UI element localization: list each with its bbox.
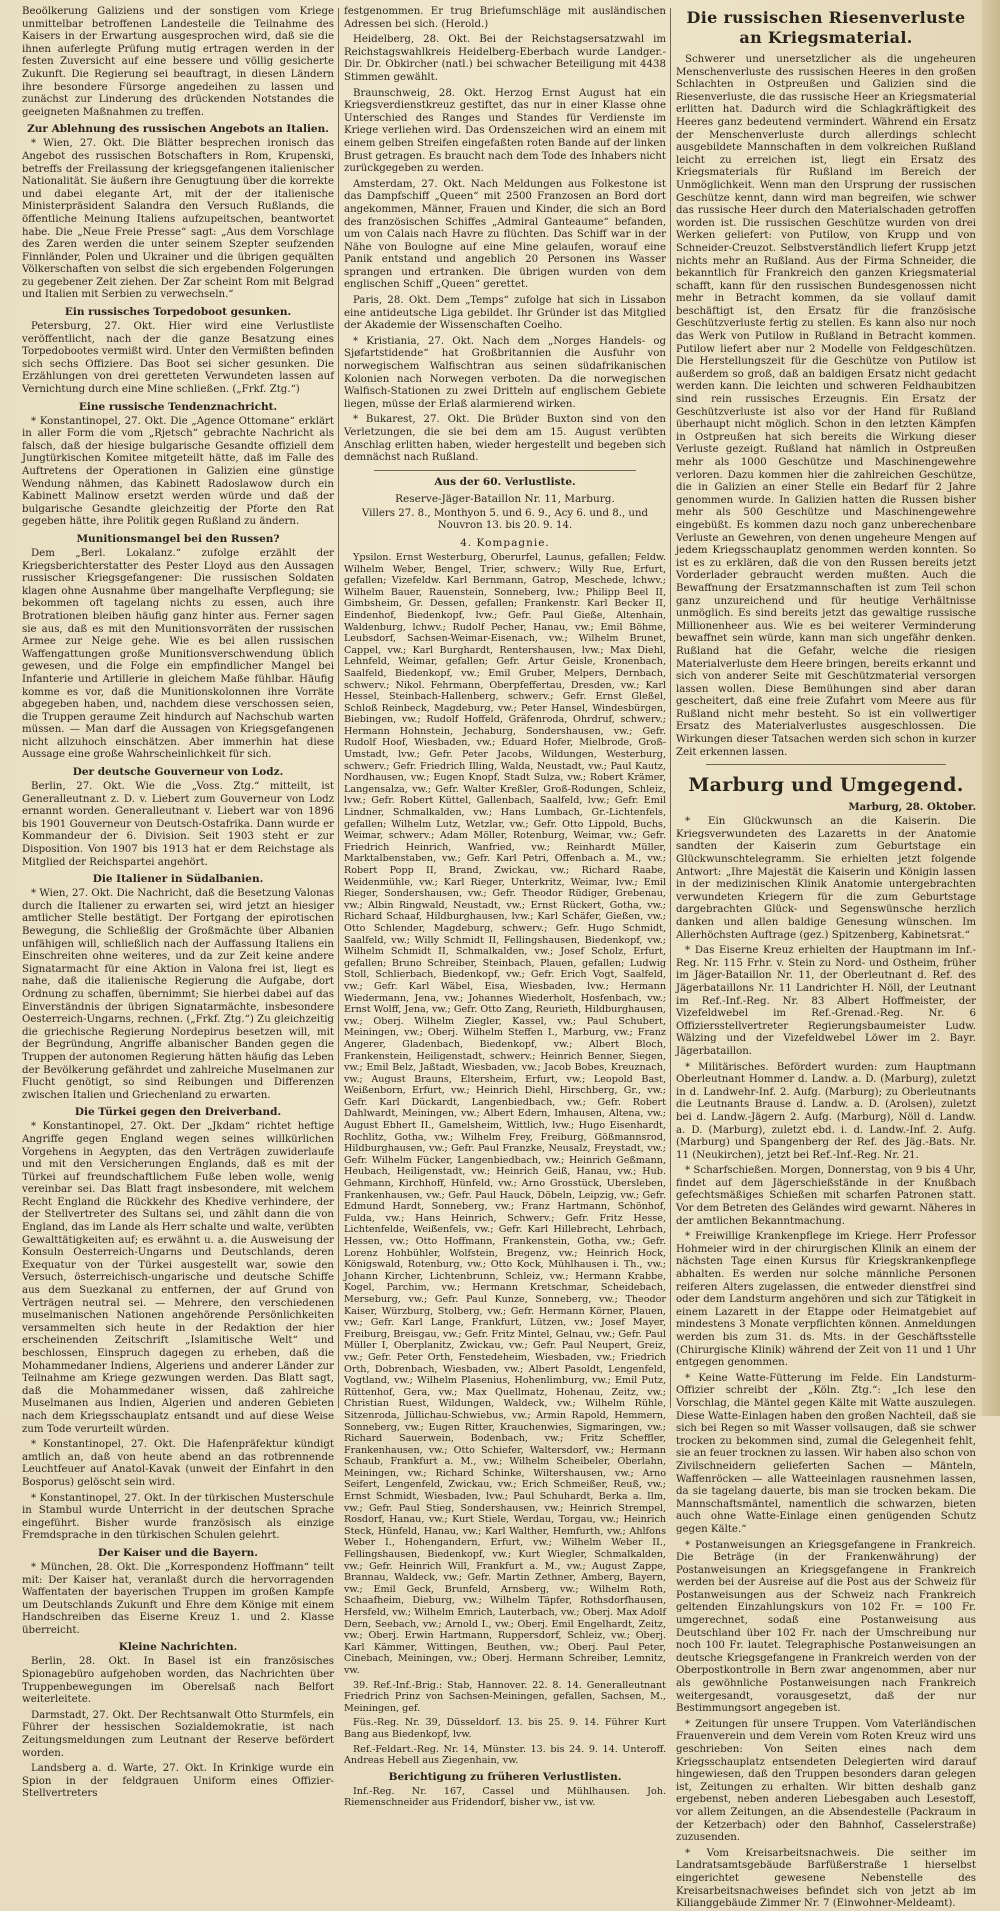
article-konstantinopel-1: * Konstantinopel, 27. Okt. Die „Agence Ottomane“ erklärt in aller Form die vom „Rjetsch“ gebrachte Nachricht als falsch, daß der hiesige bulgarische Gesandte offiziell dem Jungtürkischen Komitee mitgeteilt hätte, daß im Falle des Auftretens der Operationen in Galizien eine günstige Wendung nähmen, das Kabinett Radoslawow durch ein Kabinett Malinow ersetzt werden würde und daß der bulgarische Gesandte gleichzeitig der Pforte den Rat gegeben hätte, ihre Politik gegen Rußland zu ändern. [22, 415, 334, 528]
article-berlin-1: Berlin, 27. Okt. Wie die „Voss. Ztg.“ mitteilt, ist Generalleutnant z. D. v. Liebert zum Gouverneur von Lodz ernannt worden. Generalleutnant v. Liebert war von 1896 bis 1901 Gouverneur von Deutsch-Ostafrika. Dann wurde er Kommandeur der 6. Division. Seit 1903 steht er zur Disposition. Von 1907 bis 1913 hat er dem Reichstage als Mitglied der Reichspartei angehört. [22, 781, 334, 868]
headline-italien: Zur Ablehnung des russischen Angebots an Italien. [27, 123, 329, 136]
article-continuation: festgenommen. Er trug Briefumschläge mit ausländischen Adressen bei sich. (Herold.) [344, 6, 666, 30]
article-zeitungen: * Zeitungen für unsere Truppen. Vom Vaterländischen Frauenverein und dem Verein vom Roten Kreuz wird uns geschrieben: Von Seiten eines nach dem Kriegsschauplatz entsendeten Delegierten wird darauf hingewiesen, daß den Truppen besonders daran gelegen ist, Zeitungen zu erhalten. Wir bitten deshalb ganz ergebenst, neben anderen Liebesgaben auch Lesestoff, vor allem Zeitungen, an die Absendestelle (Packraum in der Ketzerbach) oder den Bahnhof, Casselerstraße) zuzusenden. [676, 1718, 976, 1844]
column-left [22, 6, 334, 1800]
headline-munition: Munitionsmangel bei den Russen? [76, 532, 280, 545]
article-munition: Dem „Berl. Lokalanz.“ zufolge erzählt der Kriegsberichterstatter des Pester Lloyd aus den Aussagen russischer Kriegsgefangener: Die russischen Soldaten klagen ohne Ausnahme über mangelhafte Verpflegung; sie bekommen oft tagelang nichts zu essen, auch ihre Brotrationen bleiben häufig ganz hinter aus. Ferner sagen sie aus, daß es mit den Munitionsvorräten der russischen Armee zur Neige gehe. Wie es bei allen russischen Waffengattungen große Munitionsverschwendung üblich gewesen, und die Folge ein empfindlicher Mangel bei Infanterie und Artillerie in gleichem Maße fühlbar. Häufig komme es vor, daß die Munitionskolonnen ihre Vorräte abgegeben haben, und, nachdem diese verschossen seien, die Truppen geraume Zeit hindurch auf Nachschub warten müssen. — Man darf die Aussagen von Kriegsgefangenen nicht allzuhoch einschätzen. Aber immerhin hat diese Aussage eine große Wahrscheinlichkeit für sich. [22, 547, 334, 761]
article-wien: * Wien, 27. Okt. Die Blätter besprechen ironisch das Angebot des russischen Botschafters in Rom, Krupenski, betreffs der Freilassung der kriegsgefangenen italienischer Nationalität. Sie äußern ihre Genugtuung über die korrekte und dabei elegante Art, mit der der italienische Ministerpräsident Salandra den Versuch Rußlands, die öffentliche Meinung Italiens aufzupeitschen, beantwortet habe. Die „Neue Freie Presse“ sagt: „Aus dem Vorschlage des Zaren werden die unter seinem Szepter seufzenden Finnländer, Polen und Ukrainer und die übrigen gequälten Völkerschaften von selbst die sich ergebenden Folgerungen zu gegebener Zeit ziehen. Der Zar scheint Rom mit Belgrad und Italien mit Serbien zu verwechseln.“ [22, 138, 334, 301]
column-middle [344, 6, 666, 1809]
headline-torpedoboot: Ein russisches Torpedoboot gesunken. [64, 306, 292, 319]
article-kriegsmaterial: Schwerer und unersetzlicher als die ungeheuren Menschenverluste des russischen Heeres in den großen Schlachten in Ostpreußen und Galizien sind die Riesenverluste, die das russische Heer an Kriegsmaterial erlitten hat. Dadurch wird die Schlagkräftigkeit des Heeres ganz bedeutend vermindert. Während ein Ersatz der Menschenverluste durch allerdings schlecht ausgebildete Mannschaften in dem volkreichen Rußland leicht zu erreichen ist, liegt ein Ersatz des Kriegsmaterials für Rußland im Bereich der Unmöglichkeit. Wenn man den Ursprung der russischen Geschütze kennt, dann wird man begreifen, wie schwer das russische Heer durch den Materialschaden getroffen worden ist. Die russischen Geschütze wurden von drei Werken geliefert: von Putilow, von Krupp und von Schneider-Creuzot. Selbstverständlich liefert Krupp jetzt nichts mehr an Rußland. Aus der Firma Schneider, die bekanntlich für Frankreich den ganzen Kriegsmaterial schafft, kann für den russischen Bundesgenossen nicht mehr in Betracht kommen, da sie vollauf damit beschäftigt ist, den Ersatz für die französische Geschützverluste fertig zu stellen. Es kann also nur noch das Werk von Putilow in Rußland in Betracht kommen. Putilow liefert aber nur 2 Modelle von Feldgeschützen. Die Herstellungszeit für die Geschütze von Putilow ist außerdem so groß, daß an baldigen Ersatz nicht gedacht werden kann. Die leichten und schweren Feldhaubitzen sind rein russisches Erzeugnis. Ein Ersatz der Geschützverluste ist also vor der Hand für Rußland überhaupt nicht möglich. Schon in den letzten Kämpfen in Ostpreußen hat sich bereits die Wirkung dieser Verluste gezeigt. Rußland hat nämlich in Ostpreußen mehr als 1000 Geschütze und Maschinengewehre verloren. Dazu kommen hier die zahlreichen Geschütze, die in Galizien an einer Stelle ein Bedarf für 2 Jahre genommen wurde. In Galizien hatten die Russen bisher mehr als 500 Geschütze und Maschinengewehre eingebüßt. Es kommen dazu noch ganz unberechenbare Verluste an Gewehren, von denen ungeheure Mengen auf jedem Kriegsschauplatz genommen werden konnten. So ist es zu erklären, daß die von den Russen bereits jetzt Vorderlader gebraucht werden mußten. Auch die Bewaffnung der Ersatzmannschaften ist zum Teil schon ganz unzureichend und für heutige Verhältnisse unmöglich. Es sind bereits jetzt das gewaltige russische Millionenheer aus. Wie es bei weiterer Verminderung bewaffnet sein würde, kann man sich ungefähr denken. Rußland hat die Gefahr, welche die riesigen Materialverluste dem Heere bringen, bereits erkannt und sich von anderer Seite mit Geschützmaterial versorgen lassen wollen. Diese Bemühungen sind aber daran gescheitert, daß eine freie Zufahrt vom Meere aus für Rußland nicht mehr besteht. So ist ein vollwertiger Ersatz des Materialverlustes ausgeschlossen. Die Wirkungen dieser Tatsachen werden sich schon in kurzer Zeit erkennen lassen. [676, 54, 976, 758]
article-postanweisungen: * Postanweisungen an Kriegsgefangene in Frankreich. Die Beträge (in der Frankenwährung) der Postanweisungen an Kriegsgefangene in Frankreich werden bei der Ausreise auf die Post aus der Schweiz für Postanweisungen aus der Schweiz nach Frankreich geltenden Einzahlungskurs von 102 Fr. = 100 Fr. umgerechnet, sodaß eine Postanweisung aus Deutschland über 102 Fr. nach der Umschreibung nur noch 100 Fr. lautet. Telegraphische Postanweisungen an deutsche Kriegsgefangene in Frankreich werden von der Oberpostkontrolle in Bern zwar angenommen, aber nur als gewöhnliche Postanweisungen nach Frankreich weitergesandt, vorausgesetzt, daß der nur Bestimmungsort angegeben ist. [676, 1539, 976, 1715]
article-amsterdam: Amsterdam, 27. Okt. Nach Meldungen aus Folkestone ist das Dampfschiff „Queen“ mit 2500 Franzosen an Bord dort angekommen, Männer, Frauen und Kinder, die sich an Bord des französischen Schiffes „Admiral Ganteaume“ befanden, um von Calais nach Havre zu flüchten. Das Schiff war in der Nähe von Boulogne auf eine Mine gelaufen, worauf eine Panik entstand und angeblich 20 Personen ins Wasser sprangen und ertranken. Die übrigen wurden von dem englischen Schiff „Queen“ gerettet. [344, 178, 666, 291]
article-paris: Paris, 28. Okt. Dem „Temps“ zufolge hat sich in Lissabon eine antideutsche Liga gebildet. Ihr Gründer ist das Mitglied der Akademie der Wissenschaften Coelho. [344, 295, 666, 332]
headline-marburg: Marburg und Umgegend. [688, 774, 964, 797]
article-kristiania: * Kristiania, 27. Okt. Nach dem „Norges Handels- og Sjøfartstidende“ hat Großbritannien die Ausfuhr von norwegischem Walfischtran aus seinen südafrikanischen Kolonien nach Norwegen verboten. Da die norwegischen Walfisch-Stationen zu zwei Dritteln auf englischem Gebiete liegen, müsse der Erlaß alarmierend wirken. [344, 335, 666, 410]
entry-39-brigade: 39. Ref.-Inf.-Brig.: Stab, Hannover. 22. 8. 14. Generalleutnant Friedrich Prinz von Sachsen-Meiningen, gefallen, Sachsen, M., Meiningen, gef. [344, 1679, 666, 1714]
subhead-bataillon: Reserve-Jäger-Bataillon Nr. 11, Marburg. [395, 492, 615, 505]
headline-suedalbanien: Die Italiener in Südalbanien. [92, 873, 264, 886]
column-right [676, 6, 976, 1910]
article-braunschweig: Braunschweig, 28. Okt. Herzog Ernst August hat ein Kriegsverdienstkreuz gestiftet, das nur in einer Klasse ohne Unterschied des Ranges und Standes für Verdienste im Kriege verliehen wird. Das Ordenszeichen wird an einem mit einem gelben Streifen eingefaßten roten Bande auf der linken Brust getragen. Es braucht nach dem Tode des Inhabers nicht zurückgegeben zu werden. [344, 87, 666, 175]
casualty-list-text: Ypsilon. Ernst Westerburg, Oberurfel, Launus, gefallen; Feldw. Wilhelm Weber, Bengel, Trier, schwerv.; Willy Rue, Erfurt, gefallen; Vizefeldw. Karl Bernmann, Gatrop, Meschede, lchwv.; Wilhelm Bauer, Rauenstein, Sonneberg, lvw.; Philipp Beel II, Gimbsheim, Gr. Dessen, gefallen; Frankenstr. Karl Becker II, Eindenhof, Biedenkopf, lvw.; Gefr. Paul Gieße, Altenhain, Waldenburg, lchwv.; Rudolf Pecher, Hanau, vw.; Emil Böhme, Leubsdorf, Sachsen-Weimar-Eisenach, vw.; Wilhelm Brunet, Cappel, vw.; Karl Burghardt, Rentershausen, lvw.; Max Diehl, Lehnfeld, Weimar, gefallen; Gefr. Artur Geisle, Kronenbach, Saalfeld, Biedenkopf, vw.; Emil Gruber, Melpers, Dernbach, schwerv.; Nikol. Fehrmann, Oberpfeffertau, Dresden, vw.; Karl Hessel, Steinbach-Hallenberg, schwerv.; Gefr. Ernst Gleßel, Schloß Reinbeck, Magdeburg, vw.; Peter Hansel, Windesbürgen, Biebingen, vw.; Rudolf Hoffeld, Gräfenroda, Ohrdruf, schwerv.; Hermann Hohnstein, Jechaburg, Sondershausen, vw.; Gefr. Rudolf Hoof, Wiesbaden, vw.; Eduard Hofer, Mielbrode, Groß-Umstadt, lvw.; Gefr. Peter Jacobs, Wildungen, Westerburg, schwerv.; Gefr. Friedrich Illing, Walda, Neustadt, vw.; Paul Kautz, Nordhausen, vw.; Eugen Knopf, Stadt Sulza, vw.; Robert Krämer, Langensalza, vw.; Gefr. Walter Kreßler, Groß-Rodungen, Schleiz, lvw.; Gefr. Robert Küttel, Gallenbach, Saalfeld, lvw.; Gefr. Emil Lindner, Schmalkalden, vw.; Hans Lumbach, Gr.-Lichtenfels, gefallen; Wilhelm Lutz, Wetzlar, vw.; Gefr. Otto Lippold, Buchs, Weimar, schwerv.; Adam Möller, Rotenburg, Weimar, vw.; Gefr. Friedrich Heinrich, Wanfried, vw.; Reinhardt Müller, Marktalbenstaben, vw.; Gefr. Karl Petri, Offenbach a. M., vw.; Robert Popp II, Brand, Zwickau, vw.; Richard Raabe, Weidenmühle, vw.; Karl Rieger, Unterkritz, Weimar, lvw.; Emil Rieger, Sondershausen, vw.; Gefr. Theodor Rüdiger, Grebenau, vw.; Albin Ringwald, Neustadt, vw.; Ernst Rückert, Gotha, vw.; Richard Schaaf, Hildburghausen, lvw.; Karl Schäfer, Gießen, vw.; Otto Schlender, Magdeburg, schwerv.; Gefr. Hugo Schmidt, Saalfeld, vw.; Willy Schmidt II, Fellingshausen, Biedenkopf, vw.; Wilhelm Schmidt II, Schmalkalden, vw.; Josef Scholz, Erfurt, gefallen; Bruno Schreiber, Steinbach, Plauen, gefallen; Ludwig Stoll, Schlierbach, Biedenkopf, vw.; Gefr. Erich Vogt, Saalfeld, vw.; Gefr. Karl Wäbel, Eisa, Wiesbaden, lvw.; Hermann Wiedermann, Jena, vw.; Johannes Wiederholt, Hosfenbach, vw.; Ernst Wolff, Jena, vw.; Gefr. Otto Zang, Reurieth, Hildburghausen, vw.; Oberj. Wilhelm Ziegler, Kassel, vw.; Paul Schubert, Meiningen, vw.; Oberj. Wilhelm Steffen I., Marburg, vw.; Franz Angerer, Gladenbach, Biedenkopf, vw.; Albert Bloch, Frankenstein, Heiligenstadt, schwerv.; Heinrich Benner, Siegen, vw.; Emil Belz, Jaßtadt, Wiesbaden, vw.; Jacob Bobes, Kreuznach, vw.; August Brauns, Eltersheim, Erfurt, vw.; Leopold Bast, Weißenborn, Erfurt, vw.; Heinrich Diehl, Hirschberg, Gr., vw.; Gefr. Karl Dückardt, Langenbiedbach, vw.; Gefr. Robert Dahlwardt, Meiningen, vw.; Albert Edern, Imhausen, Altena, vw.; August Ebhert II., Gamelsheim, Wittlich, lvw.; Hugo Eisenhardt, Rochlitz, Gotha, vw.; Wilhelm Frey, Freiburg, Gößmannsrod, Hildburghausen, vw.; Gefr. Paul Franzke, Neusalz, Freystadt, vw.; Gefr. Wilhelm Fücker, Langenbiedbach, vw.; Heinrich Geßmann, Heubach, Heiligenstadt, vw.; Heinrich Geiß, Hanau, vw.; Hub. Gehmann, Kirchhoff, Hünfeld, vw.; Arno Grosstück, Ubersleben, Frankenhausen, vw.; Gefr. Paul Hauck, Döbeln, Leipzig, vw.; Gefr. Edmund Hardt, Sonneberg, vw.; Franz Hartmann, Schönhof, Fulda, vw.; Hans Heinrich, Schwerv.; Gefr. Fritz Hesse, Lichtenfelde, Weißenfels, vw.; Gefr. Karl Hillebrecht, Lehrbach, Hessen, vw.; Otto Hoffmann, Frankenstein, Gotha, vw.; Gefr. Lorenz Hohbühler, Wolfstein, Bregenz, vw.; Heinrich Hock, Königswald, Rotenburg, vw.; Otto Kock, Mühlhausen i. Th., vw.; Johann Kircher, Lichtenbrunn, Schleiz, vw.; Hermann Krabbe, Kogel, Parchim, vw.; Hermann Kretschmar, Scheidebach, Merseburg, vw.; Gefr. Paul Kunze, Sonneberg, vw.; Theodor Kaiser, Würzburg, Stolberg, vw.; Gefr. Hermann Körner, Plauen, vw.; Gefr. Karl Lange, Frankfurt, Lützen, vw.; Josef Mayer, Freiburg, Breisgau, vw.; Gefr. Fritz Mintel, Gelnau, vw.; Gefr. Paul Müller I, Oberplanitz, Zwickau, vw.; Gefr. Paul Neupert, Greiz, vw.; Gefr. Peter Orth, Fenstedeheim, Wiesbaden, vw.; Friedrich Orth, Dobrenbach, Wiesbaden, vw.; Albert Pasoldt, Lengenfeld, Vogtland, vw.; Wilhelm Plasenius, Hohenlimburg, vw.; Emil Putz, Rüttenhof, Gera, vw.; Max Quellmatz, Hohenau, Zeitz, vw.; Christian Ruest, Wildungen, Waldeck, vw.; Wilhelm Rühle, Sitzenroda, Jüllichau-Schwiebus, vw.; Armin Rapold, Hemmern, Sonneberg, vw.; Eugen Ritter, Krauchenwies, Sigmaringen, vw.; Richard Sauerwein, Bodenbach, vw.; Fritz Scheffler, Frankenhausen, vw.; Otto Schiefer, Waltersdorf, vw.; Hermann Schaub, Frankfurt a. M., vw.; Wilhelm Scheibeler, Oberlahn, Meiningen, vw.; Richard Schinke, Wiltershausen, vw.; Arno Seifert, Lengenfeld, Zwickau, vw.; Erich Schmeißer, Reuß, vw.; Ernst Schmidt, Wiesbaden, lvw.; Paul Schuhardt, Berka a. Ilm, vw.; Gefr. Paul Stieg, Sondershausen, vw.; Heinrich Strempel, Rosdorf, Hanau, vw.; Kurt Stiele, Werdau, Torgau, vw.; Heinrich Steck, Hünfeld, Hanau, vw.; Karl Walther, Hemfurth, vw.; Ahlfons Weber I., Hohengandern, Erfurt, vw.; Wilhelm Weber II., Fellingshausen, Biedenkopf, vw.; Kurt Wiegler, Schmalkalden, vw.; Gefr. Heinrich Will, Frankfurt a. M., vw.; August Zappe, Brannau, Waldeck, vw.; Gefr. Martin Zethner, Amberg, Bayern, vw.; Emil Geck, Brunfeld, Arnsberg, vw.; Wilhelm Roth, Schaafheim, Dieburg, vw.; Wilhelm Täpfer, Rothsdorfhausen, Hersfeld, vw.; Wilhelm Emrich, Lauterbach, vw.; Oberj. Max Adolf Dern, Seebach, vw.; Arnold I., vw.; Oberj. Emil Engelhardt, Zeitz, vw.; Oberj. Erwin Hartmann, Ruppersdorf, Schleiz, vw.; Oberj. Karl Kämmer, Wittingen, Beuthen, vw.; Oberj. Paul Peter, Cinebach, Meiningen, vw.; Oberj. Hermann Schreiber, Lemnitz, vw. [344, 551, 666, 1676]
headline-dreiverband: Die Türkei gegen den Dreiverband. [74, 1106, 282, 1119]
section-divider [706, 764, 946, 765]
article-darmstadt: Darmstadt, 27. Okt. Der Rechtsanwalt Otto Sturmfels, ein Führer der hessischen Sozialdemokratie, ist nach Zeitungsmeldungen zum Leutnant der Reserve befördert worden. [22, 1709, 334, 1759]
article-eisernes-kreuz: * Das Eiserne Kreuz erhielten der Hauptmann im Inf.-Reg. Nr. 115 Frhr. v. Stein zu Nord- und Ostheim, früher im Jäger-Bataillon Nr. 11, der Oberleutnant d. Ref. des Jägerbataillons Nr. 11 Landrichter H. Nöll, der Leutnant im Ref.-Inf.-Reg. Nr. 83 Albert Hoffmeister, der Vizefeldwebel im Ref.-Grenad.-Reg. Nr. 6 Offiziersstellvertreter Regierungsbaumeister Ludw. Wälzing und der Vizefeldwebel Löwer im 2. Bayr. Jägerbataillon. [676, 945, 976, 1057]
article-watte: * Keine Watte-Fütterung im Felde. Ein Landsturm-Offizier schreibt der „Köln. Ztg.“: „Ich lese den Vorschlag, die Mäntel gegen Kälte mit Watte auszulegen. Diese Watte-Einlagen haben den großen Nachteil, daß sie sich bei Regen so mit Wasser vollsaugen, daß sie schwer trocken zu bekommen sind, zumal die Gelegenheit fehlt, sie an feuer trocknen zu lassen. Wir haben also schon von Zivilschneidern gelieferten Sachen — Mänteln, Waffenröcken — alle Watteeinlagen rausnehmen lassen, da sie tagelang dauerte, bis man sie trocken bekam. Die Mannschaftsmäntel, namentlich die schwarzen, bieten auch ohne Watte-Einlage einen genügenden Schutz gegen Kälte.“ [676, 1372, 976, 1535]
entry-feldartillerie: Ref.-Feldart.-Reg. Nr. 14, Münster. 13. bis 24. 9. 14. Unteroff. Andreas Hebell aus Ziegenhain, vw. [344, 1743, 666, 1767]
headline-gouverneur: Der deutsche Gouverneur von Lodz. [72, 766, 284, 779]
headline-tendenz: Eine russische Tendenznachricht. [78, 400, 278, 413]
entry-infanterie-regiment: Inf.-Reg. Nr. 167, Cassel und Mühlhausen. Joh. Riemenschneider aus Fridendorf, bisher vw., ist vw. [344, 1785, 666, 1809]
headline-kleine-nachrichten: Kleine Nachrichten. [118, 1641, 238, 1654]
page-edge [982, 0, 1000, 1416]
article-konstantinopel-2: * Konstantinopel, 27. Okt. Der „Jkdam“ richtet heftige Angriffe gegen England wegen seines willkürlichen Vorgehens in Aegypten, das den Verträgen zuwiderlaufe und mit den Versicherungen Englands, daß es mit der Türkei auf freundschaftlichem Fuße leben wolle, wenig vereinbar sei. Das Blatt fragt insbesondere, mit welchem Recht England die Rückkehr des Khedive verhindere, der der Stellvertreter des Sultans sei, und zählt dann die von England, das im Lande als Herr schalte und walte, verübten Gewalttätigkeiten auf; es erwähnt u. a. die Ausweisung der Konsuln Oesterreich-Ungarns und Deutschlands, deren Exequatur von der Türkei ausgestellt war, sowie den Versuch, österreichisch-ungarische und deutsche Schiffe aus dem Suezkanal zu entfernen, der auf Grund von Verträgen neutral sei. — Mehrere, den verschiedenen muselmanischen Nationen angehörende Persönlichkeiten versammelten sich heute in der Redaktion der hier erscheinenden Zeitschrift „Islamitische Welt“ und beschlossen, Einspruch dagegen zu erheben, daß die Mohammedaner Indiens, Algeriens und anderer Länder zur Teilnahme am Kriege gezwungen werden. Das Blatt sagt, daß die Mohammedaner wissen, daß zahlreiche Muselmanen aus Indien, Algerien und anderen Gebieten nach dem Kriegsschauplatz entsandt und auf diese Weise zum Tode verurteilt würden. [22, 1121, 334, 1435]
article-landsberg: Landsberg a. d. Warte, 27. Okt. In Krinkige wurde ein Spion in der feldgrauen Uniform eines Offizier-Stellvertreters [22, 1763, 334, 1800]
headline-kaiser: Der Kaiser und die Bayern. [98, 1546, 258, 1559]
headline-verlustliste: Aus der 60. Verlustliste. [434, 475, 576, 488]
column-rule [670, 8, 671, 1408]
article-scharfschiessen: * Scharfschießen. Morgen, Donnerstag, von 9 bis 4 Uhr, findet auf dem Jägerschießstände in der Knußbach gefechtsmäßiges Schießen mit scharfen Patronen statt. Vor dem Betreten des Geländes wird gewarnt. Näheres in der amtlichen Bekanntmachung. [676, 1165, 976, 1227]
article-glueckwunsch: * Ein Glückwunsch an die Kaiserin. Die Kriegsverwundeten des Lazaretts in der Anatomie sandten der Kaiserin zum Geburtstage ein Glückwunschtelegramm. Sie erhielten jetzt folgende Antwort: „Ihre Majestät die Kaiserin und Königin lassen in der medizinischen Klinik Anatomie untergebrachten verwundeten Kriegern für die zum Geburtstage dargebrachten Glück- und Segenswünsche herzlich danken und allen baldige Genesung wünschen. Im Allerhöchsten Auftrage (gez.) Spitzenberg, Kabinetsrat.“ [676, 816, 976, 941]
headline-berichtigung: Berichtigung zu früheren Verlustlisten. [388, 1770, 622, 1783]
article-militaerisches: * Militärisches. Befördert wurden: zum Hauptmann Oberleutnant Hommer d. Landw. a. D. (Marburg), zuletzt in d. Landwehr-Inf. 2. Aufg. (Marburg); zu Oberleutnants die Leutnants Brause d. Landw. a. D. (Arolsen), zuletzt bei d. Landw.-Jägern 2. Aufg. (Marburg), Nöll d. Landw. a. D. (Marburg), zuletzt ebd. i. d. Landw.-Inf. 2. Aufg. (Marburg) und Spangenberg der Ref. des Jäg.-Bats. Nr. 11 (Neukirchen), jetzt bei Ref.-Inf.-Reg. Nr. 21. [676, 1061, 976, 1161]
subhead-kompagnie: 4. Kompagnie. [460, 536, 550, 549]
article-kreisarbeitsnachweis: * Vom Kreisarbeitsnachweis. Die seither im Landratsamtsgebäude Barfüßerstraße 1 hierselbst eingerichtet gewesene Nebenstelle des Kreisarbeitsnachweises befindet sich von jetzt ab im Kilianggebäude Zimmer Nr. 7 (Einwohner-Meldeamt). [676, 1847, 976, 1910]
article-konstantinopel-4: * Konstantinopel, 27. Okt. In der türkischen Musterschule in Stambul wurde Unterricht in der deutschen Sprache eingeführt. Bisher wurde französisch als einzige Fremdsprache in den türkischen Schulen gelehrt. [22, 1492, 334, 1542]
article-muenchen: * München, 28. Okt. Die „Korrespondenz Hoffmann“ teilt mit: Der Kaiser hat, veranlaßt durch die hervorragenden Waffentaten der bayerischen Truppen im großen Kampfe um Deutschlands Zukunft und Ehre dem Könige mit einem Handschreiben das Eiserne Kreuz 1. und 2. Klasse überreicht. [22, 1561, 334, 1636]
section-divider [374, 470, 636, 471]
entry-fuesilier-regiment: Füs.-Reg. Nr. 39, Düsseldorf. 13. bis 25. 9. 14. Führer Kurt Bang aus Biedenkopf, lvw. [344, 1717, 666, 1740]
article-intro: Beoölkerung Galiziens und der sonstigen vom Kriege unmittelbar betroffenen Landesteile die Teilnahme des Kaisers in der Erwartung ausgesprochen wird, daß sie die ihnen auferlegte Prüfung mutig ertragen werden in der festen Zuversicht auf eine bessere und völlig gesicherte Zukunft. Die Regierung sei beauftragt, in diesen Ländern ihre besondere Fürsorge angedeihen zu lassen und zunächst zur Linderung des drückenden Notstandes die geeigneten Maßnahmen zu treffen. [22, 6, 334, 118]
dateline: Marburg, 28. Oktober. [848, 801, 976, 814]
column-rule [338, 8, 339, 1408]
article-albanien: * Wien, 27. Okt. Die Nachricht, daß die Besetzung Valonas durch die Italiener zu erwarten sei, wird jetzt an hiesiger amtlicher Stelle bestätigt. Der Fortgang der epirotischen Bewegung, die Schließlig der Großmächte über Albanien unfähigen will, schließlich nach der Auffassung Italiens ein Einschreiten ohne weiteres, und da zur Zeit keine andere Signatarmacht für eine Aktion in Valona frei ist, liegt es nahe, daß die italienische Regierung die Aufgabe, dort Ordnung zu schaffen, übernimmt; Sie hierbei dabei auf das Einverständnis der übrigen Signatarmächte, insbesondere Oesterreich-Ungarns, rechnen. („Frkf. Ztg.“) Zu gleichzeitig die griechische Regierung Nordepirus besetzen will, mit der Begründung, Angriffe albanischer Banden gegen die Truppen der autonomen Regierung hätten häufig das Leben der Bevölkerung gefährdet und zahlreiche Muselmanen zur Flucht genötigt, so sind Reibungen und Differenzen zwischen Italien und Griechenland zu erwarten. [22, 888, 334, 1101]
article-heidelberg: Heidelberg, 28. Okt. Bei der Reichstagsersatzwahl im Reichstagswahlkreis Heidelberg-Eberbach wurde Landger.-Dir. Dr. Obkircher (natl.) bei schwacher Beteiligung mit 4438 Stimmen gewählt. [344, 34, 666, 83]
headline-riesenverluste: Die russischen Riesenverluste an Kriegsmaterial. [686, 8, 966, 47]
article-petersburg: Petersburg, 27. Okt. Hier wird eine Verlustliste veröffentlicht, nach der die ganze Besatzung eines Torpedobootes vermißt wird. Unter den Vermißten befinden sich sechs Offiziere. Das Boot sei sicher gesunken. Die Erzählungen von drei geretteten Verwundeten lassen auf Vernichtung durch eine Mine schließen. („Frkf. Ztg.“) [22, 321, 334, 396]
battle-dates: Villers 27. 8., Monthyon 5. und 6. 9., Acy 6. und 8., und Nouvron 13. bis 20. 9. 14. [361, 507, 649, 532]
casualty-list [344, 552, 666, 1809]
article-krankenpflege: * Freiwillige Krankenpflege im Kriege. Herr Professor Hohmeier wird in der chirurgischen Klinik an einem der nächsten Tage einen Kursus für Kriegskrankenpflege abhalten. Es werden nur solche männliche Personen reiferen Alters zugelassen, die entweder dienstfrei sind oder dem Landsturm angehören und sich zur Tätigkeit in einem Lazarett in der Etappe oder Heimatgebiet auf mindestens 3 Monate verpflichten können. Anmeldungen werden bis zum 31. ds. Mts. in der Geschäftsstelle (Chirurgische Klinik) während der Zeit von 11 und 1 Uhr entgegen genommen. [676, 1231, 976, 1369]
article-bukarest: * Bukarest, 27. Okt. Die Brüder Buxton sind von den Verletzungen, die sie bei dem am 15. August verübten Anschlag erlitten haben, wieder hergestellt und begeben sich demnächst nach Rußland. [344, 414, 666, 464]
article-konstantinopel-3: * Konstantinopel, 27. Okt. Die Hafenpräfektur kündigt amtlich an, daß von heute abend an das rotbrennende Leuchtfeuer auf Anatol-Kavak (unweit der Einfahrt in den Bosporus) gelöscht sein wird. [22, 1439, 334, 1488]
article-berlin-2: Berlin, 28. Okt. In Basel ist ein französisches Spionagebüro aufgehoben worden, das Nachrichten über Truppenbewegungen im Oberelsaß nach Belfort weiterleitete. [22, 1656, 334, 1706]
